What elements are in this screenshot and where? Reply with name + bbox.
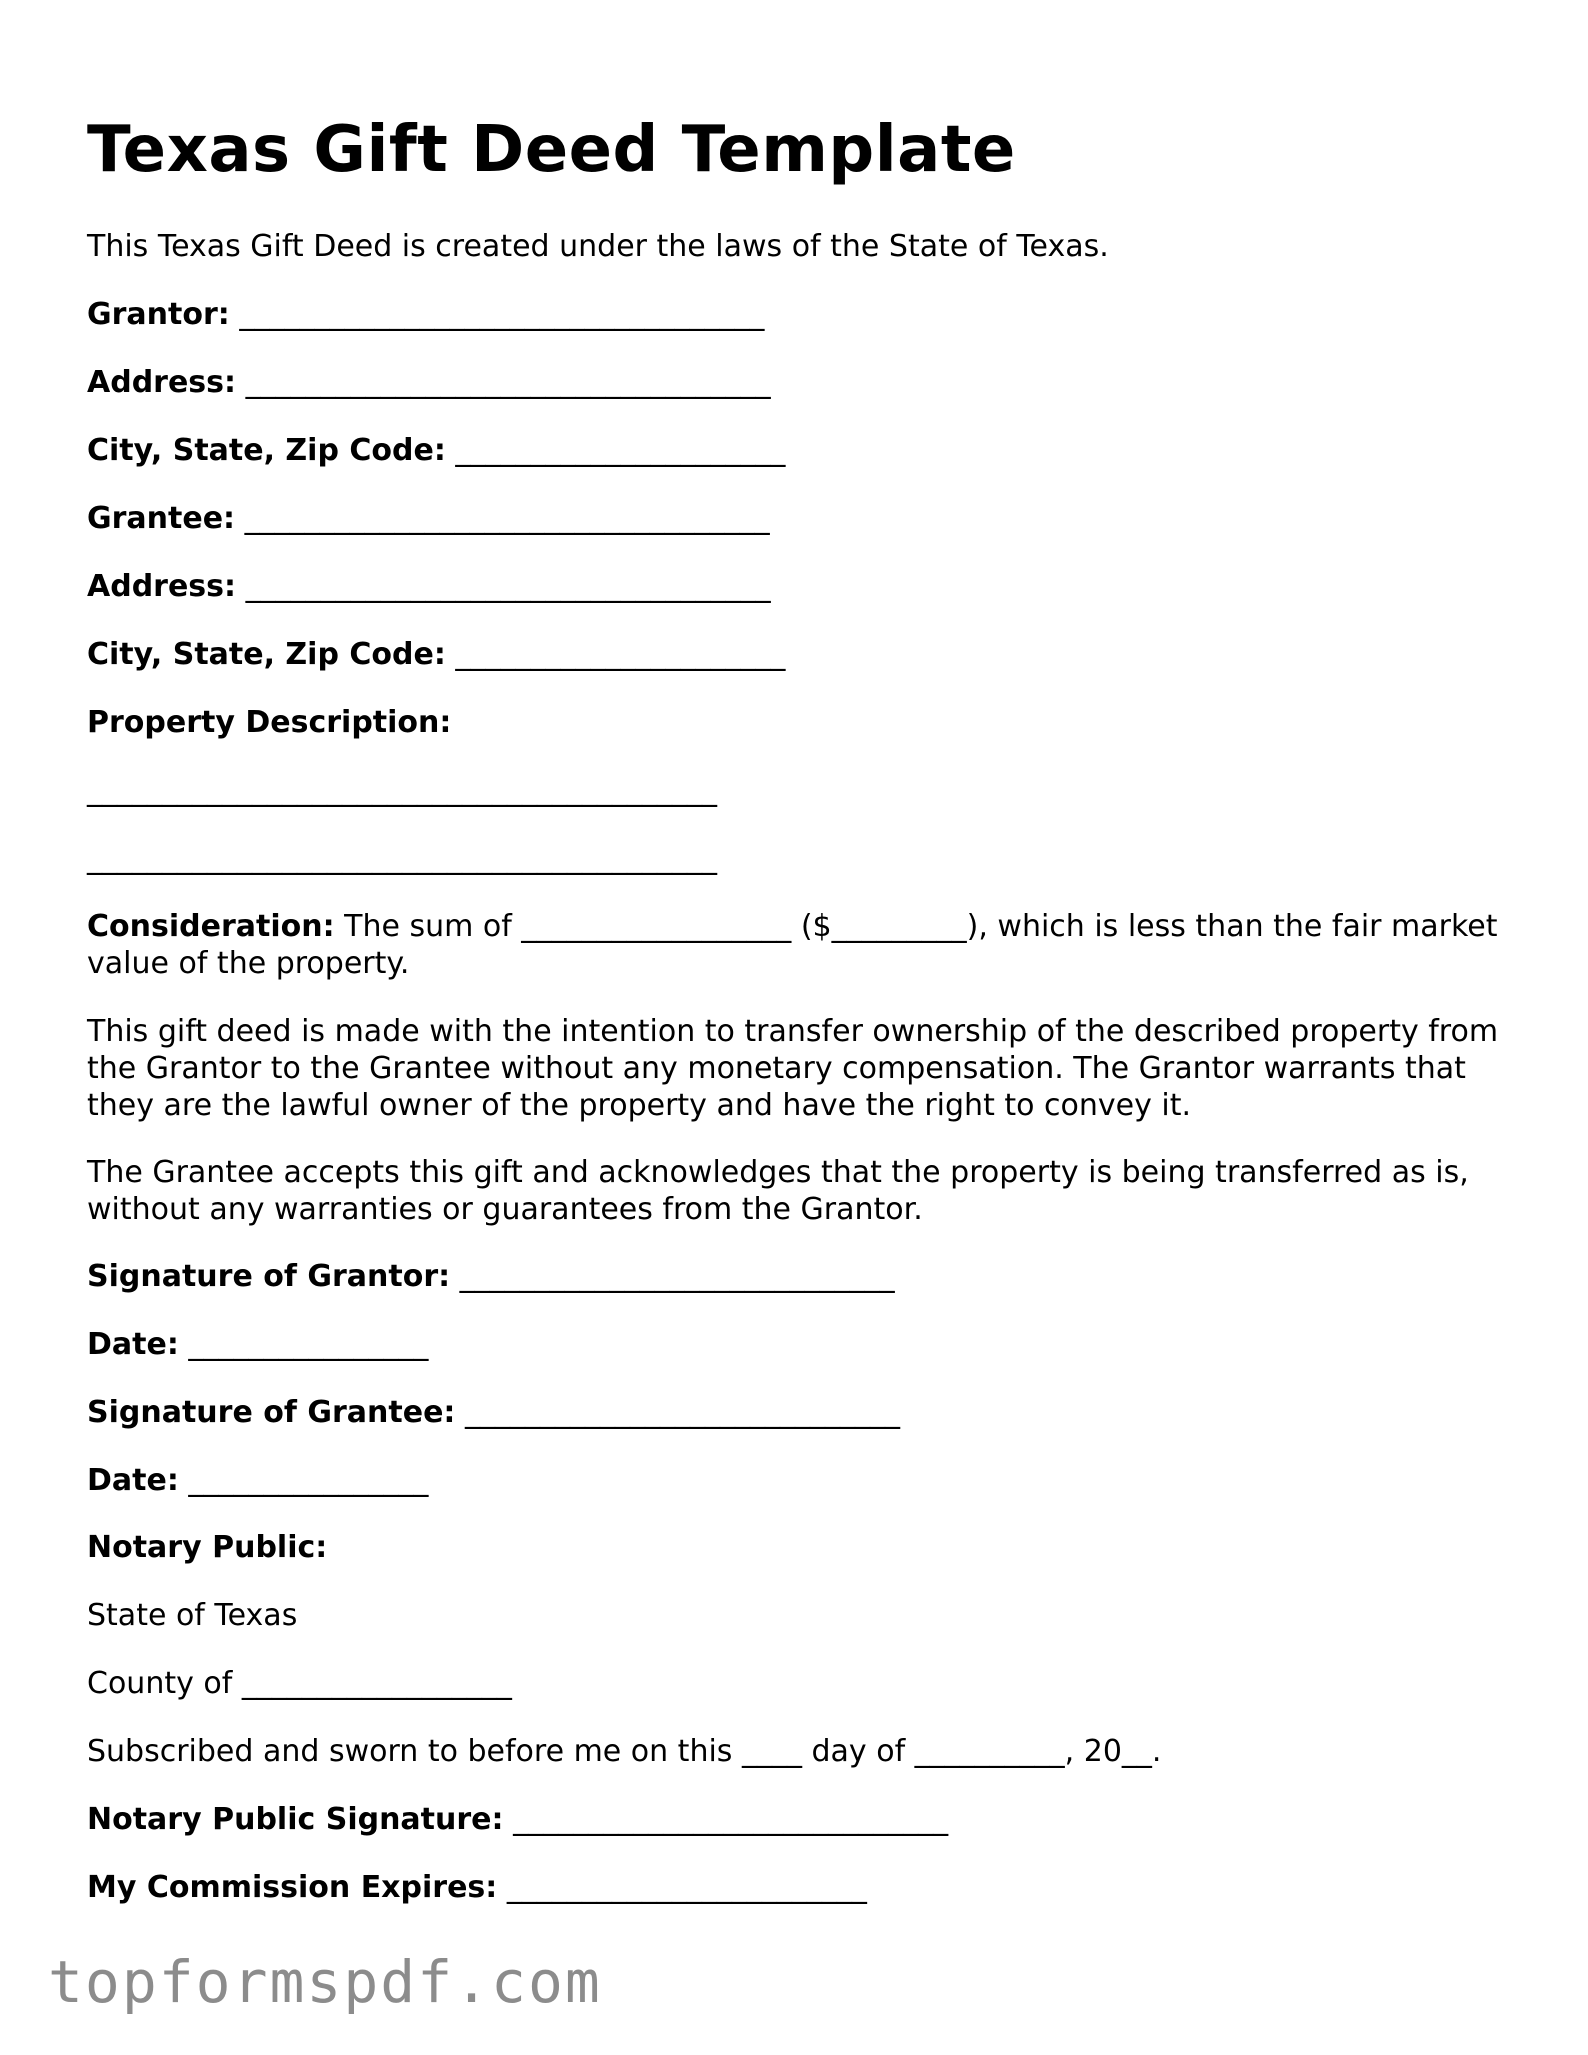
grantee-city-field (87, 636, 785, 673)
grantor-address-field (87, 364, 771, 401)
page-title: Texas Gift Deed Template (87, 113, 1016, 187)
grantor-city-blank[interactable]: ______________________ (455, 433, 786, 468)
consideration-text: The sum of __________________ ($_________), which is less than the fair market value of the property. (87, 909, 1498, 981)
grantee-signature-blank[interactable]: _____________________________ (464, 1395, 900, 1430)
grantor-signature-label: Signature of Grantor: (87, 1259, 451, 1294)
grantor-city-label: City, State, Zip Code: (87, 433, 446, 468)
notary-signature-label: Notary Public Signature: (87, 1802, 504, 1837)
grantor-signature-blank[interactable]: _____________________________ (459, 1259, 895, 1294)
grantee-date-blank[interactable]: ________________ (188, 1463, 429, 1498)
intro-text: This Texas Gift Deed is created under the laws of the State of Texas. (87, 229, 1109, 264)
grantee-city-blank[interactable]: ______________________ (455, 637, 786, 672)
grantor-address-blank[interactable]: ___________________________________ (245, 365, 771, 400)
notary-heading: Notary Public: (87, 1530, 328, 1565)
consideration-label: Consideration: (87, 909, 335, 944)
grantor-date-blank[interactable]: ________________ (188, 1327, 429, 1362)
grantee-city-label: City, State, Zip Code: (87, 637, 446, 672)
grantee-address-field (87, 568, 771, 605)
grantor-date-label: Date: (87, 1327, 179, 1362)
notary-state: State of Texas (87, 1598, 298, 1633)
body-paragraph-1: This gift deed is made with the intention to transfer ownership of the described property from the Grantor to the Grantee without any monetary compensation. The Grantor warrants that they are the lawful owner of the property and have the right to convey it. (87, 1014, 1499, 1123)
grantor-signature-field (87, 1258, 895, 1295)
document-page (87, 110, 1507, 1905)
property-description-label: Property Description: (87, 705, 452, 740)
notary-county[interactable]: County of __________________ (87, 1666, 512, 1701)
grantee-date-field (87, 1462, 428, 1499)
grantee-address-label: Address: (87, 569, 237, 604)
property-line-1[interactable]: __________________________________________ (87, 773, 717, 808)
notary-signature-blank[interactable]: _____________________________ (513, 1802, 949, 1837)
grantee-field (87, 500, 770, 537)
commission-expires-label: My Commission Expires: (87, 1870, 498, 1905)
grantor-label: Grantor: (87, 297, 230, 332)
grantee-label: Grantee: (87, 501, 236, 536)
grantee-signature-field (87, 1394, 900, 1431)
commission-expires-blank[interactable]: ________________________ (506, 1870, 867, 1905)
grantee-blank[interactable]: ___________________________________ (244, 501, 770, 536)
grantor-city-field (87, 432, 785, 469)
grantor-field (87, 296, 764, 333)
consideration-paragraph (87, 908, 1507, 982)
notary-signature-field (87, 1801, 948, 1838)
grantor-date-field (87, 1326, 428, 1363)
watermark-text: topformspdf.com (48, 1948, 602, 2016)
commission-expires-field (87, 1869, 867, 1906)
body-paragraph-2: The Grantee accepts this gift and acknowledges that the property is being transferred as is, without any warranties or guarantees from the Grantor. (87, 1155, 1469, 1227)
grantor-blank[interactable]: ___________________________________ (239, 297, 765, 332)
notary-sworn-statement[interactable]: Subscribed and sworn to before me on this ____ day of __________, 20__. (87, 1734, 1162, 1769)
grantee-address-blank[interactable]: ___________________________________ (245, 569, 771, 604)
property-line-2[interactable]: __________________________________________ (87, 841, 717, 876)
grantor-address-label: Address: (87, 365, 237, 400)
grantee-date-label: Date: (87, 1463, 179, 1498)
grantee-signature-label: Signature of Grantee: (87, 1395, 456, 1430)
